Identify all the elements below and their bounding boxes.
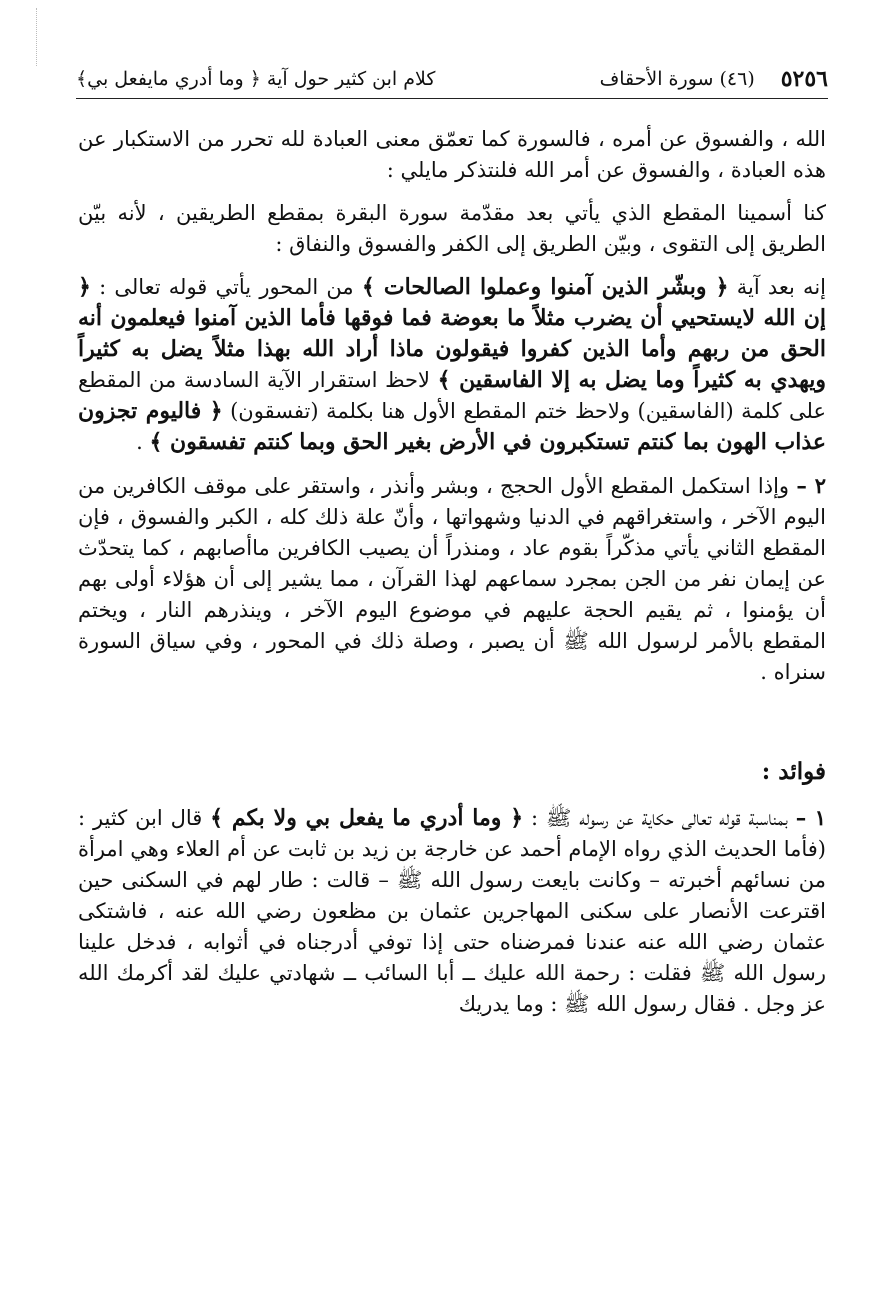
scan-mark [36, 8, 47, 66]
benefit-1-text-a: بمناسبة قوله تعالى حكاية عن رسوله ﷺ : [523, 806, 796, 830]
paragraph-3-text-c: من المحور يأتي قوله تعالى : [90, 275, 362, 299]
page-number: ٥٢٥٦ [780, 66, 828, 92]
benefit-1-text-c: قال ابن كثير : (فأما الحديث الذي رواه الإمام أحمد عن خارجة بن زيد بن ثابت عن أم العلاء وهي امرأة من نسائهم أخبرته – وكانت بايعت رسول الله ﷺ – قالت : طار لهم في السكنى حين اقترعت الأنصار على سكنى المهاجرين عثمان بن مظعون رضي الله عنه ، فاشتكى عثمان رضي الله عنه عندنا فمرضناه حتى إذا توفي أدرجناه في أثوابه ، فدخل علينا رسول الله ﷺ فقلت : رحمة الله عليك ــ أبا السائب ــ شهادتي عليك لقد أكرمك الله عز وجل . فقال رسول الله ﷺ : وما يدريك [78, 806, 826, 1016]
quran-verse-3: ﴿ فاليوم تجزون عذاب الهون بما كنتم تستكبرون في الأرض بغير الحق وبما كنتم تفسقون ﴾ [78, 398, 826, 455]
header-topic: كلام ابن كثير حول آية ﴿ وما أدري مايفعل بي﴾ [76, 68, 436, 90]
benefit-1 [78, 802, 826, 1020]
header-right-group [600, 64, 828, 94]
running-header [76, 58, 828, 94]
benefit-1-number: ١ – [795, 805, 826, 830]
paragraph-3 [78, 272, 826, 458]
page-body [78, 124, 826, 1020]
paragraph-3-text-e: لاحظ استقرار الآية السادسة من المقطع على كلمة (الفاسقين) ولاحظ ختم المقطع الأول هنا بكلمة (تفسقون) [78, 368, 827, 423]
surah-name: (٤٦) سورة الأحقاف [599, 68, 755, 90]
paragraph-2: كنا أسمينا المقطع الذي يأتي بعد مقدّمة سورة البقرة بمقطع الطريقين ، لأنه بيّن الطريق إلى التقوى ، وبيّن الطريق إلى الكفر والفسوق والنفاق : [78, 201, 826, 256]
paragraph-3-text-g: . [136, 430, 150, 454]
paragraph-4-number: ٢ – [796, 473, 826, 498]
paragraph-4-text: وإذا استكمل المقطع الأول الحجج ، وبشر وأنذر ، واستقر على موقف الكافرين من اليوم الآخر ، واستغراقهم في الدنيا وشهواتها ، وأنّ علة ذلك كله ، الكبر والفسوق ، فإن المقطع الثاني يأتي مذكّراً بقوم عاد ، ومنذراً أن يصيب الكافرين ماأصابهم ، كما يتحدّث عن إيمان نفر من الجن بمجرد سماعهم لهذا القرآن ، مما يشير إلى أن هؤلاء أولى بهم أن يؤمنوا ، ثم يقيم الحجة عليهم في موضوع اليوم الآخر ، وينذرهم النار ، ويختم المقطع بالأمر لرسول الله ﷺ أن يصبر ، وصلة ذلك في المحور ، وفي سياق السورة سنراه . [78, 474, 826, 684]
quran-verse-1: ﴿ وبشّر الذين آمنوا وعملوا الصالحات ﴾ [361, 274, 729, 300]
paragraph-1: الله ، والفسوق عن أمره ، فالسورة كما تعمّق معنى العبادة لله تحرر من الاستكبار عن هذه العبادة ، والفسوق عن أمر الله فلنتذكر مايلي : [78, 127, 826, 182]
paragraph-4 [78, 470, 826, 688]
quran-verse-2: ﴿ إن الله لايستحيي أن يضرب مثلاً ما بعوضة فما فوقها فأما الذين آمنوا فيعلمون أنه الحق من ربهم وأما الذين كفروا فيقولون ماذا أراد الله بهذا مثلاً يضل به كثيراً ويهدي به كثيراً وما يضل به إلا الفاسقين ﴾ [78, 274, 826, 393]
section-title-benefits: فوائد : [761, 758, 826, 785]
paragraph-3-text-a: إنه بعد آية [728, 275, 826, 299]
header-divider [76, 98, 828, 99]
quran-verse-4: ﴿ وما أدري ما يفعل بي ولا بكم ﴾ [210, 805, 524, 831]
